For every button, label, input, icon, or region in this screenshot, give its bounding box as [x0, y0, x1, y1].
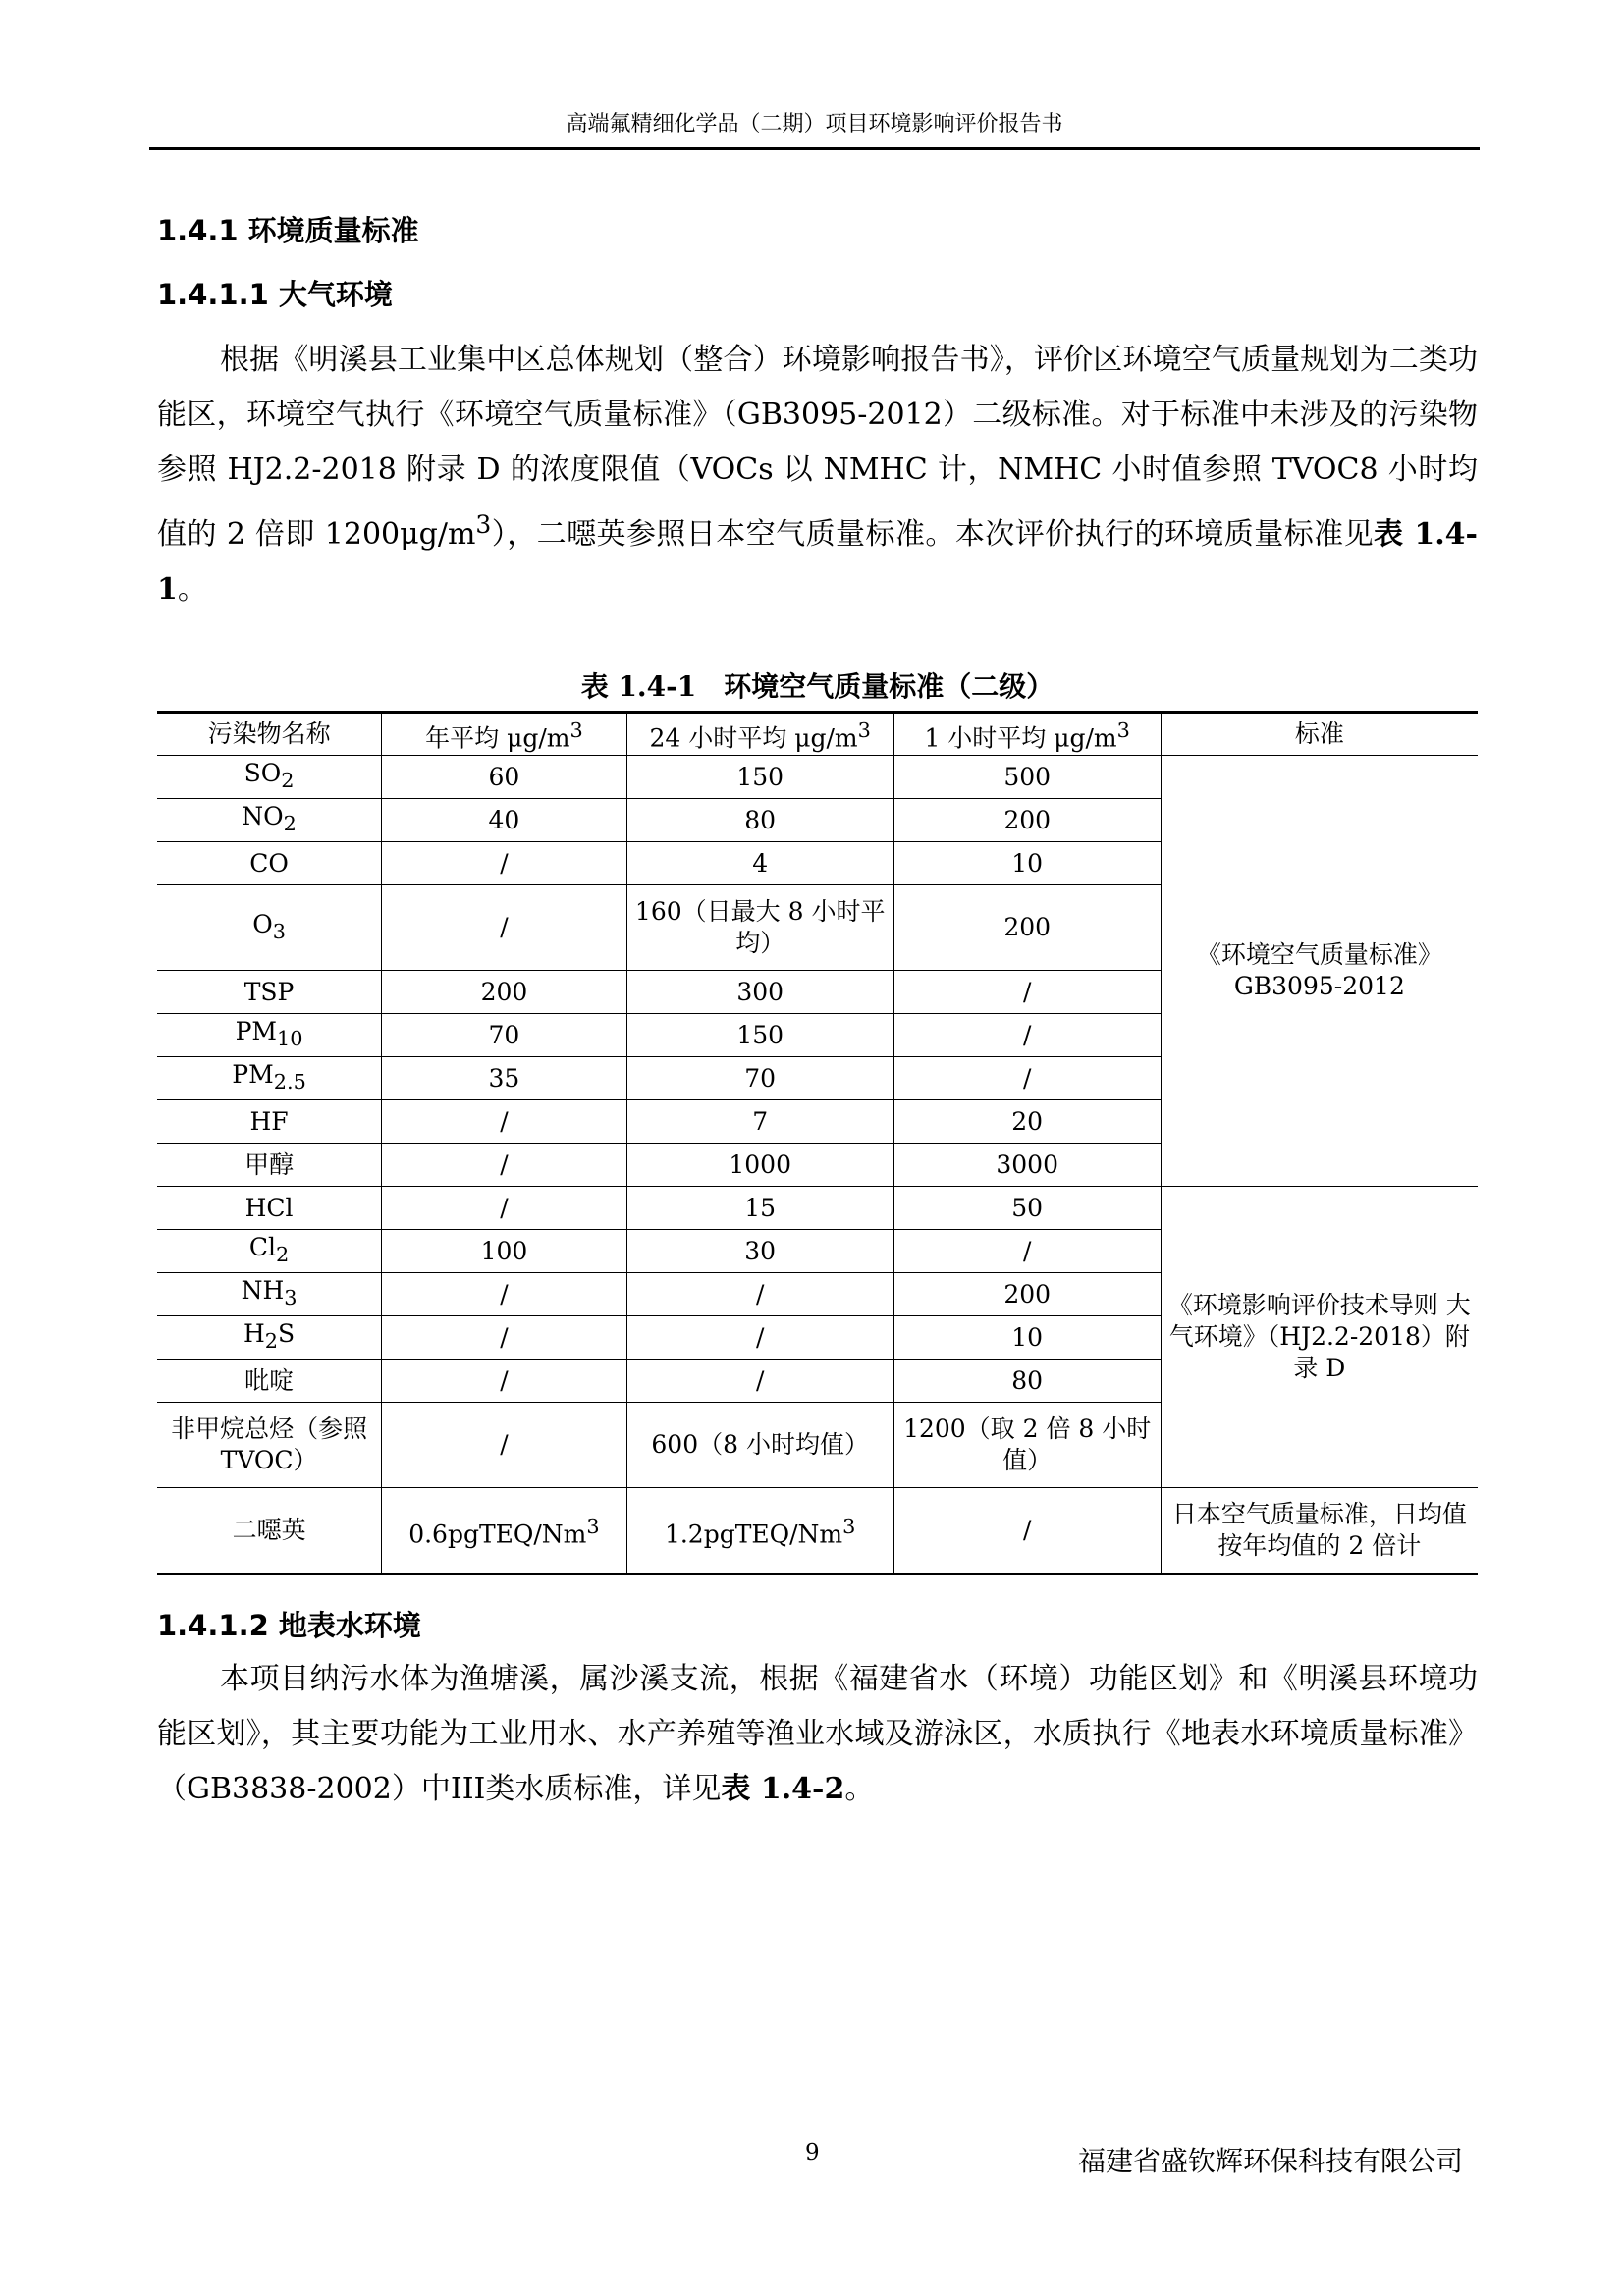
subscript: 2 [264, 1329, 279, 1353]
section-heading-1-4-1: 1.4.1 环境质量标准 [157, 214, 419, 247]
daily-cell: 150 [626, 756, 893, 799]
annual-cell: / [382, 1100, 627, 1144]
daily-cell [626, 1488, 893, 1575]
annual-cell [382, 1488, 627, 1575]
superscript: 3 [857, 718, 871, 742]
pollutant-name: Cl [248, 1233, 276, 1261]
paragraph-text: ），二噁英参照日本空气质量标准。本次评价执行的环境质量标准见 [491, 517, 1375, 552]
pollutant-cell [157, 885, 382, 971]
daily-cell: 300 [626, 971, 893, 1014]
header-annual [382, 713, 627, 756]
header-daily-label: 24 小时平均 μg/m [649, 723, 858, 753]
table-reference: 表 1.4-2 [721, 1772, 845, 1806]
annual-cell: 200 [382, 971, 627, 1014]
hourly-cell: / [893, 1488, 1161, 1575]
hourly-cell: 10 [893, 1316, 1161, 1360]
hourly-cell: / [893, 971, 1161, 1014]
pollutant-name: O [252, 909, 273, 938]
header-annual-label: 年平均 μg/m [425, 723, 570, 753]
hourly-cell: 500 [893, 756, 1161, 799]
superscript: 3 [1116, 718, 1130, 742]
paragraph-text: 。 [844, 1772, 875, 1806]
pollutant-cell: 吡啶 [157, 1360, 382, 1403]
hourly-cell: 200 [893, 885, 1161, 971]
running-header: 高端氟精细化学品（二期）项目环境影响评价报告书 [566, 112, 1063, 136]
subscript: 10 [277, 1027, 303, 1050]
annual-cell: / [382, 1316, 627, 1360]
subscript: 3 [284, 1286, 298, 1309]
hourly-cell: 80 [893, 1360, 1161, 1403]
pollutant-name-suffix: S [278, 1319, 296, 1348]
hourly-cell: 3000 [893, 1144, 1161, 1187]
annual-cell: 100 [382, 1230, 627, 1273]
pollutant-name: SO [243, 759, 282, 787]
paragraph-surface-water [157, 1652, 1478, 1817]
air-quality-standards-table [157, 711, 1478, 1575]
subscript: 2.5 [273, 1070, 306, 1094]
header-divider [149, 147, 1480, 150]
annual-cell: / [382, 1144, 627, 1187]
hourly-cell: 200 [893, 799, 1161, 842]
header-standard: 标准 [1161, 713, 1478, 756]
standard-cell-hj22: 《环境影响评价技术导则 大气环境》（HJ2.2-2018）附录 D [1161, 1187, 1478, 1488]
superscript: 3 [586, 1514, 600, 1538]
annual-cell: 70 [382, 1014, 627, 1057]
table-caption: 表 1.4-1 环境空气质量标准（二级） [580, 670, 1055, 703]
header-daily [626, 713, 893, 756]
pollutant-cell [157, 1057, 382, 1100]
table-reference: 表 1.4-1 [157, 517, 1479, 607]
pollutant-cell: 非甲烷总烃（参照 TVOC） [157, 1403, 382, 1488]
paragraph-text: 根据《明溪县工业集中区总体规划（整合）环境影响报告书》，评价区环境空气质量规划为二类功能区，环境空气执行《环境空气质量标准》（GB3095-2012）二级标准。对于标准中未涉及的污染物参照 HJ2.2-2018 附录 D 的浓度限值（VOCs 以 NMHC 计，NMHC 小时值参照 TVOC8 小时均值的 2 倍即 1200μg/m [157, 343, 1478, 552]
hourly-cell: 10 [893, 842, 1161, 885]
page-number: 9 [805, 2140, 820, 2165]
annual-cell: / [382, 1403, 627, 1488]
pollutant-cell: 甲醇 [157, 1144, 382, 1187]
annual-cell: / [382, 885, 627, 971]
subscript: 2 [283, 812, 297, 835]
header-hourly [893, 713, 1161, 756]
superscript: 3 [842, 1514, 856, 1538]
daily-cell: 15 [626, 1187, 893, 1230]
pollutant-cell: HF [157, 1100, 382, 1144]
annual-cell: / [382, 1360, 627, 1403]
pollutant-cell [157, 1273, 382, 1316]
subscript: 2 [281, 769, 295, 792]
annual-value: 0.6pgTEQ/Nm [408, 1520, 587, 1549]
pollutant-cell: 二噁英 [157, 1488, 382, 1575]
pollutant-cell [157, 799, 382, 842]
daily-value: 1.2pgTEQ/Nm [664, 1520, 843, 1549]
pollutant-cell [157, 756, 382, 799]
hourly-cell: / [893, 1057, 1161, 1100]
pollutant-name: PM [235, 1017, 278, 1045]
subscript: 2 [276, 1243, 290, 1266]
pollutant-cell: TSP [157, 971, 382, 1014]
pollutant-cell: CO [157, 842, 382, 885]
annual-cell: / [382, 1273, 627, 1316]
section-heading-1-4-1-1: 1.4.1.1 大气环境 [157, 278, 393, 311]
annual-cell: 60 [382, 756, 627, 799]
superscript: 3 [475, 510, 492, 539]
standard-cell-gb3095: 《环境空气质量标准》GB3095-2012 [1161, 756, 1478, 1187]
pollutant-cell: HCl [157, 1187, 382, 1230]
daily-cell: / [626, 1273, 893, 1316]
daily-cell: 70 [626, 1057, 893, 1100]
daily-cell: 600（8 小时均值） [626, 1403, 893, 1488]
header-pollutant: 污染物名称 [157, 713, 382, 756]
pollutant-name: NH [241, 1276, 285, 1305]
annual-cell: 35 [382, 1057, 627, 1100]
daily-cell: 150 [626, 1014, 893, 1057]
daily-cell: 30 [626, 1230, 893, 1273]
daily-cell: / [626, 1316, 893, 1360]
annual-cell: / [382, 842, 627, 885]
hourly-cell: 50 [893, 1187, 1161, 1230]
annual-cell: / [382, 1187, 627, 1230]
company-name: 福建省盛钦辉环保科技有限公司 [1078, 2145, 1464, 2177]
pollutant-cell [157, 1014, 382, 1057]
hourly-cell: / [893, 1230, 1161, 1273]
daily-cell: 80 [626, 799, 893, 842]
daily-cell: 7 [626, 1100, 893, 1144]
pollutant-name: NO [242, 802, 284, 830]
hourly-cell: 20 [893, 1100, 1161, 1144]
daily-cell: 4 [626, 842, 893, 885]
pollutant-name: H [243, 1319, 265, 1348]
hourly-cell: / [893, 1014, 1161, 1057]
annual-cell: 40 [382, 799, 627, 842]
pollutant-cell [157, 1316, 382, 1360]
table-header-row [157, 713, 1478, 756]
paragraph-air-environment [157, 333, 1478, 617]
daily-cell: 1000 [626, 1144, 893, 1187]
subscript: 3 [272, 919, 286, 943]
paragraph-text: 本项目纳污水体为渔塘溪，属沙溪支流，根据《福建省水（环境）功能区划》和《明溪县环境功能区划》，其主要功能为工业用水、水产养殖等渔业水域及游泳区，水质执行《地表水环境质量标准》（GB3838-2002）中III类水质标准，详见 [157, 1662, 1478, 1806]
hourly-cell: 200 [893, 1273, 1161, 1316]
header-hourly-label: 1 小时平均 μg/m [924, 723, 1117, 753]
hourly-cell: 1200（取 2 倍 8 小时值） [893, 1403, 1161, 1488]
table-row [157, 756, 1478, 799]
pollutant-name: PM [232, 1060, 274, 1089]
section-heading-1-4-1-2: 1.4.1.2 地表水环境 [157, 1609, 421, 1642]
standard-cell-japan: 日本空气质量标准，日均值按年均值的 2 倍计 [1161, 1488, 1478, 1575]
superscript: 3 [569, 718, 583, 742]
daily-cell: 160（日最大 8 小时平均） [626, 885, 893, 971]
pollutant-cell [157, 1230, 382, 1273]
paragraph-text: 。 [177, 572, 207, 607]
daily-cell: / [626, 1360, 893, 1403]
table-row [157, 1488, 1478, 1575]
table-row [157, 1187, 1478, 1230]
